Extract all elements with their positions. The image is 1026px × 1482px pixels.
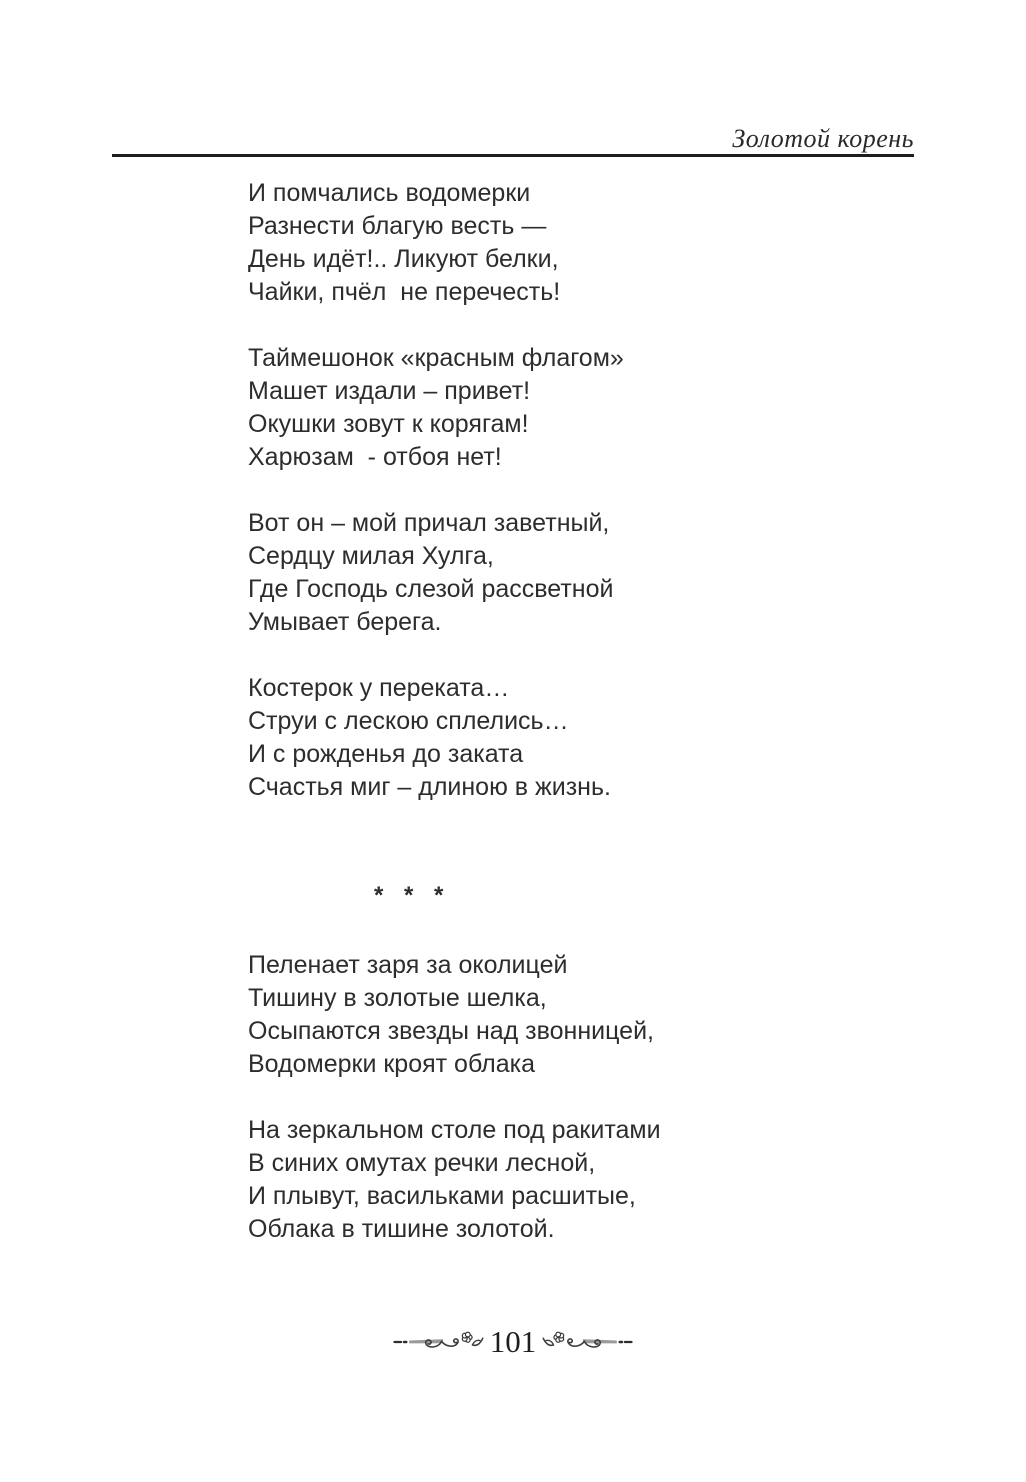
poem-line: На зеркальном столе под ракитами — [248, 1116, 661, 1144]
stanza — [248, 342, 888, 474]
poem-line: Сердцу милая Хулга, — [248, 542, 494, 570]
poem-line: Осыпаются звезды над звонницей, — [248, 1017, 654, 1045]
poem-line: Счастья миг – длиною в жизнь. — [248, 773, 611, 801]
poem-line: И плывут, васильками расшитые, — [248, 1182, 636, 1210]
poem-line: Вот он – мой причал заветный, — [248, 509, 610, 537]
stanza-separator: * * * — [374, 882, 451, 909]
poem-line: Пеленает заря за околицей — [248, 951, 568, 979]
poem-line: Умывает берега. — [248, 608, 442, 636]
poem-line: Костерок у переката… — [248, 674, 510, 702]
poem-line: В синих омутах речки лесной, — [248, 1149, 596, 1177]
stanza — [248, 672, 888, 804]
stanza — [248, 949, 888, 1081]
stanza — [248, 177, 888, 309]
stanza — [248, 507, 888, 639]
poem-line: Таймешонок «красным флагом» — [248, 344, 624, 372]
poem-line: И помчались водомерки — [248, 179, 531, 207]
poem-line: Где Господь слезой рассветной — [248, 575, 614, 603]
header-rule — [112, 154, 914, 157]
running-head: Золотой корень — [732, 124, 914, 153]
poem-line: И с рожденья до заката — [248, 740, 524, 768]
page-number: 101 — [489, 1324, 537, 1359]
poem-line: Чайки, пчёл не перечесть! — [248, 278, 561, 306]
poem-line: День идёт!.. Ликуют белки, — [248, 245, 559, 273]
poem-line: Машет издали – привет! — [248, 377, 531, 405]
poem-content — [248, 177, 888, 1279]
poem-line: Облака в тишине золотой. — [248, 1215, 555, 1243]
poem-line: Водомерки кроят облака — [248, 1050, 536, 1078]
poem-line: Разнести благую весть — — [248, 212, 547, 240]
footer-flourish-left-icon — [393, 1327, 485, 1357]
poem-line: Струи с лескою сплелись… — [248, 707, 569, 735]
poem-line: Окушки зовут к корягам! — [248, 410, 529, 438]
footer-flourish-right-icon — [541, 1327, 633, 1357]
poem-line: Тишину в золотые шелка, — [248, 984, 547, 1012]
page-footer — [0, 1326, 1026, 1357]
stanza — [248, 1114, 888, 1246]
poem-line: Харюзам - отбоя нет! — [248, 443, 502, 471]
